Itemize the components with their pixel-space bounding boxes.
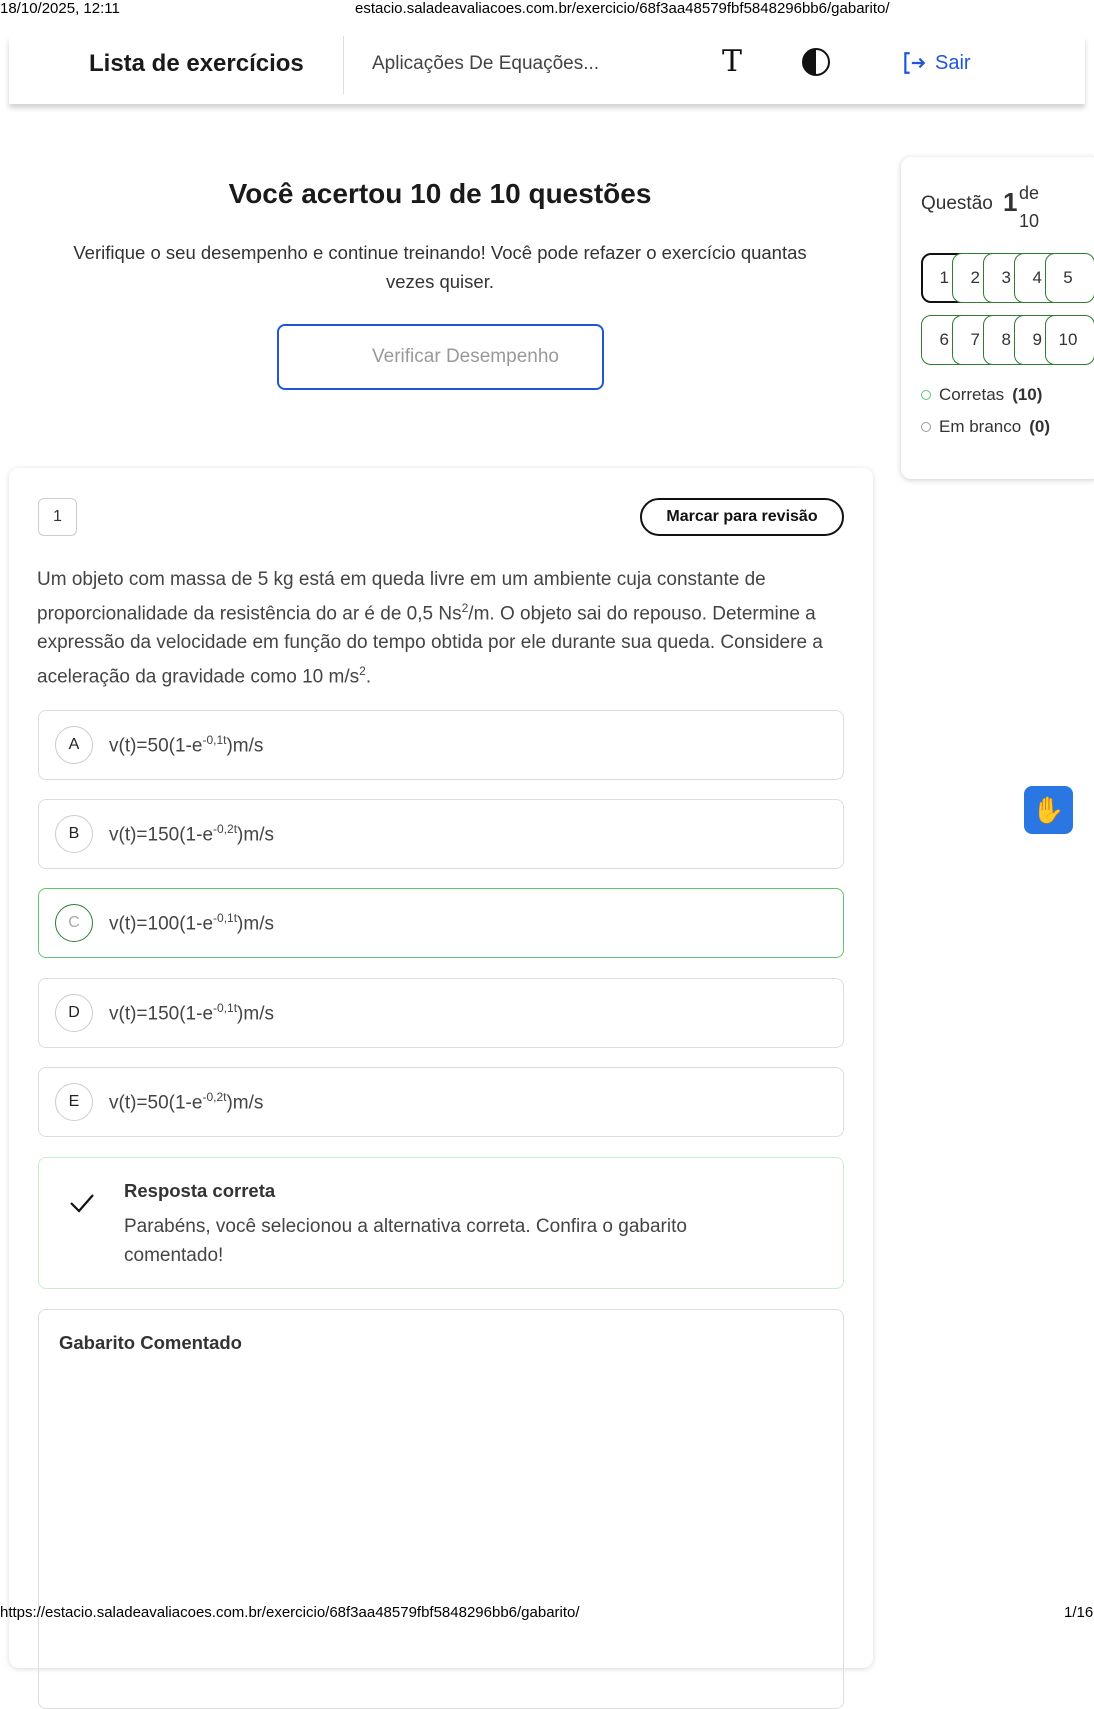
- option-b[interactable]: [38, 799, 844, 869]
- question-nav-label: 2: [970, 268, 980, 287]
- legend-count: (10): [1012, 385, 1043, 404]
- question-nav-label: 7: [970, 330, 980, 349]
- total-label: 10: [1019, 211, 1040, 231]
- option-d[interactable]: [38, 978, 844, 1048]
- option-letter: E: [55, 1083, 93, 1121]
- font-size-icon[interactable]: T: [722, 44, 743, 79]
- gabarito-box: [38, 1309, 844, 1709]
- question-nav-label: 6: [939, 330, 949, 349]
- check-icon: [69, 1192, 95, 1214]
- logout-icon: [901, 50, 927, 76]
- option-e[interactable]: [38, 1067, 844, 1137]
- sign-language-button[interactable]: [1024, 786, 1073, 834]
- feedback-box: [38, 1157, 844, 1289]
- gabarito-title: Gabarito Comentado: [59, 1332, 242, 1353]
- logout-button[interactable]: [901, 50, 971, 76]
- of-label: de: [1019, 183, 1040, 203]
- option-a[interactable]: [38, 710, 844, 780]
- legend-label: Corretas: [939, 385, 1005, 404]
- app-title: Lista de exercícios: [89, 50, 304, 77]
- divider: [343, 36, 344, 94]
- question-label: Questão: [921, 193, 993, 214]
- option-text: $v(t)=50(1-e^{-0,1t})m/s$: [109, 732, 264, 757]
- option-letter: B: [55, 815, 93, 853]
- question-number: 1: [38, 498, 77, 536]
- grey-dot-icon: [921, 422, 931, 432]
- question-navigator: [901, 157, 1094, 479]
- question-nav-label: 10: [1058, 330, 1078, 349]
- verify-performance-button[interactable]: Verificar Desempenho: [277, 324, 604, 390]
- question-total: [1019, 179, 1039, 235]
- print-datetime: 18/10/2025, 12:11: [0, 0, 120, 17]
- option-text: $v(t)=150(1-e^{-0,1t})m/s$: [109, 1000, 274, 1025]
- exercise-title: Aplicações De Equações...: [372, 53, 600, 74]
- option-text: $v(t)=150(1-e^{-0,2t})m/s$: [109, 821, 274, 846]
- print-page: 1/16: [1064, 1604, 1094, 1621]
- option-letter: A: [55, 726, 93, 764]
- feedback-text: Parabéns, você selecionou a alternativa correta. Confira o gabarito comentado!: [124, 1216, 687, 1266]
- option-letter: D: [55, 994, 93, 1032]
- result-heading: Você acertou 10 de 10 questões: [228, 178, 652, 209]
- question-nav-label: 4: [1032, 268, 1042, 287]
- legend-count: (0): [1029, 417, 1050, 436]
- print-url: estacio.saladeavaliacoes.com.br/exercicio/68f3aa48579fbf5848296bb6/gabarito/: [355, 0, 890, 17]
- logout-label: Sair: [935, 51, 971, 74]
- hands-icon: ✋: [1032, 795, 1065, 825]
- legend-correct: [921, 385, 1042, 405]
- contrast-icon[interactable]: [802, 48, 830, 76]
- green-dot-icon: [921, 390, 931, 400]
- option-text: $v(t)=100(1-e^{-0,1t})m/s$: [109, 910, 274, 935]
- legend-label: Em branco: [939, 417, 1022, 436]
- current-question: 1: [1003, 187, 1018, 217]
- question-nav-label: 8: [1001, 330, 1011, 349]
- question-nav-label: 3: [1001, 268, 1011, 287]
- result-text: Verifique o seu desempenho e continue treinando! Você pode refazer o exercício quantas vezes quiser.: [73, 242, 807, 292]
- feedback-title: Resposta correta: [124, 1180, 276, 1201]
- legend-blank: [921, 417, 1050, 437]
- question-card: [9, 468, 873, 1668]
- print-url-bottom: https://estacio.saladeavaliacoes.com.br/exercicio/68f3aa48579fbf5848296bb6/gabarito/: [0, 1604, 580, 1621]
- question-nav-label: 9: [1032, 330, 1042, 349]
- mark-for-review-button[interactable]: Marcar para revisão: [640, 498, 844, 536]
- option-text: $v(t)=50(1-e^{-0,2t})m/s$: [109, 1089, 264, 1114]
- question-nav-label: 5: [1063, 268, 1073, 287]
- option-c[interactable]: [38, 888, 844, 958]
- question-text: Um objeto com massa de 5 kg está em queda livre em um ambiente cuja constante de proporcionalidade da resistência do ar é de 0,5 Ns$^2$/m. O objeto sai do repouso. Determine a expressão da velocidade em função do tempo obtida por ele durante sua queda. Considere a aceleração da gravidade como 10 $m/s^2$.: [37, 569, 823, 688]
- question-nav-label: 1: [939, 268, 949, 287]
- top-header: [9, 36, 1085, 104]
- option-letter: C: [55, 904, 93, 942]
